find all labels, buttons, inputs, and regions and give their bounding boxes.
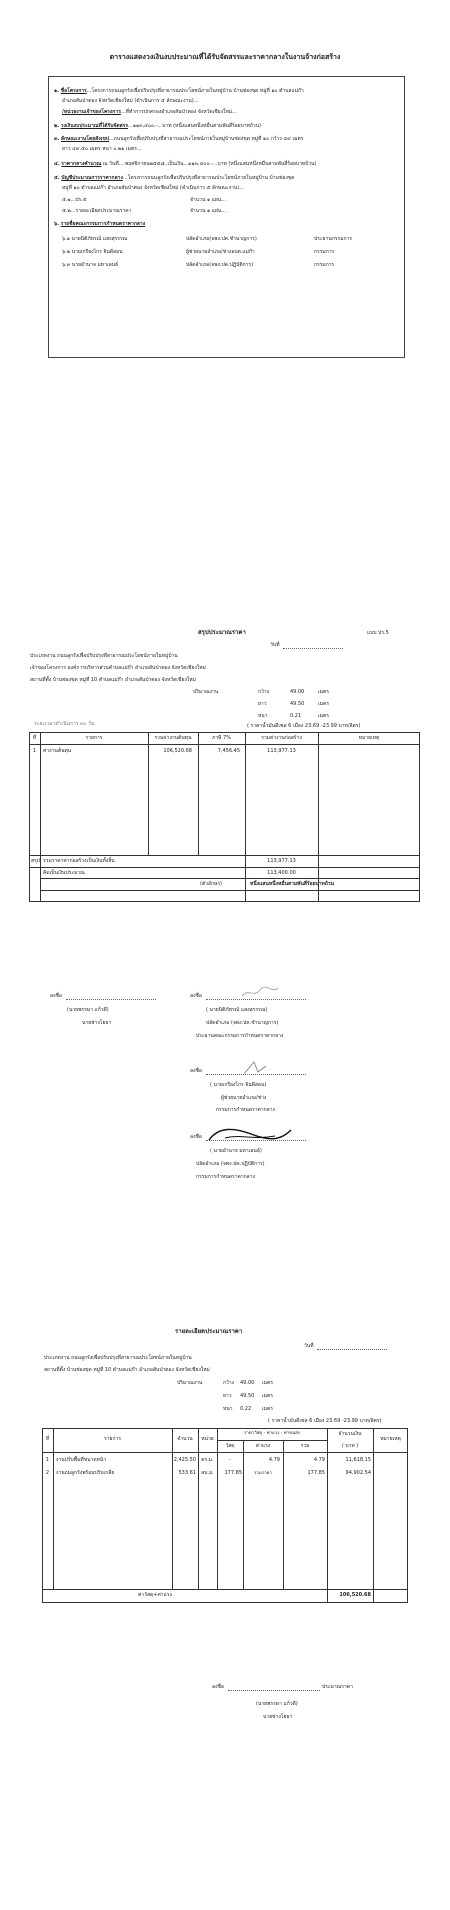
p2-sig-4-signature-icon: [205, 1124, 295, 1146]
p2-dim-3-unit: เมตร: [318, 713, 329, 719]
page3-date-field: [317, 1349, 387, 1350]
p2-sig-1-pos: นายช่างโยธา: [82, 1020, 112, 1026]
p3-col-8: [373, 1428, 374, 1603]
p3-sig-sign: ลงชื่อ: [212, 1684, 224, 1690]
p3-r2-item: งานถมลูกรังพร้อมปรับเกลี่ย: [56, 1470, 115, 1476]
p2-table-rule-2: [29, 867, 420, 868]
p2-dim-3-key: หนา: [258, 713, 268, 719]
p3-h-amount-unit: ( บาท ): [341, 1443, 359, 1449]
p2-sig-4-pos1: ปลัดอำเภอ (จพง.ปค.ปฏิบัติการ): [196, 1161, 265, 1167]
p3-r1-no: 1: [45, 1457, 50, 1463]
p2-sig-1-name: (นายพรรษา แก้วดี): [67, 1007, 109, 1013]
p2-r1-tax: 7,456.45: [217, 748, 240, 754]
p2-h-no: ที่: [32, 735, 37, 741]
p2-sig-3-sign: ลงชื่อ: [190, 1068, 202, 1074]
p3-dim-3-key: หนา: [223, 1406, 233, 1412]
p2-col-5: [318, 732, 319, 902]
p2-table-rule-4: [40, 890, 420, 891]
page1-content-box: [48, 76, 405, 358]
p3-dim-2-unit: เมตร: [262, 1393, 273, 1399]
p2-sig-3-pos1: ผู้ช่วยนายอำเภอ/ช่าง: [221, 1095, 267, 1101]
page3-date-label: วันที่: [304, 1343, 314, 1349]
committee-3-name: ๖.๓ นายอำนาจ มหาเลนธ์: [62, 262, 119, 268]
p2-r1-cost: 106,520.68: [163, 748, 192, 754]
p2-dim-2-value: 49.50: [290, 701, 305, 707]
p2-col-4: [245, 732, 246, 902]
p1-item-6: ๖. รายชื่อคณะกรรมการกำหนดราคากลาง: [54, 221, 146, 227]
p2-sum-1-label: รวมราคาค่าก่อสร้างเป็นเงินทั้งสิ้น: [43, 858, 115, 864]
p2-r1-no: 1: [32, 748, 37, 754]
p1-item-1b: อำเภอสันป่าตอง จังหวัดเชียงใหม่ (ดำเนินการ ๕ ลักษณะงาน)...: [62, 98, 199, 104]
committee-2-name: ๖.๒ นายเกรียงไกร จินดีสอน: [62, 249, 123, 255]
p3-sig-name: (นายพรรษา แก้วดี): [256, 1701, 298, 1707]
p3-r1-qty: 2,425.50: [173, 1457, 196, 1463]
p2-sig-3-pos2: กรรมการกำหนดราคากลาง: [216, 1107, 275, 1113]
p2-price-note: ( ราคาน้ำมันดีเซล 6 เมือง 23.69 -23.99 บาท/ลิตร): [247, 723, 361, 729]
p3-r2-labor: รวมราคา: [254, 1471, 272, 1476]
p3-r2-no: 2: [45, 1470, 50, 1476]
p2-dim-1-key: กว้าง: [258, 689, 270, 695]
p3-h-amount: จำนวนเงิน: [338, 1431, 362, 1437]
p1-item-5-1: ๕.๑...ปร.๕: [62, 197, 87, 203]
p2-sig-2-signature-icon: [240, 984, 280, 1000]
p2-sum-2-label: คิดเป็นเงินประมาณ: [43, 870, 85, 876]
p2-h-item: รายการ: [85, 735, 103, 741]
p3-dim-2-value: 49.50: [240, 1393, 255, 1399]
p2-sum-2-value: 113,400.00: [267, 870, 296, 876]
p1-item-5b: หมู่ที่ ๑๐ ตำบลแม่ก๊า อำเภอสันป่าตอง จังหวัดเชียงใหม่ (ดำเนินการ ๕ ลักษณะงาน)...: [62, 185, 245, 191]
p3-table: [42, 1428, 408, 1603]
p3-col-3: [198, 1428, 199, 1589]
p3-info-2: สถานที่ตั้ง บ้านช่องขุด หมู่ที่ 10 ตำบลแม่ก๊า อำเภอสันป่าตอง จังหวัดเชียงใหม่: [44, 1367, 210, 1373]
p1-item-2: ๒. วงเงินงบประมาณที่ได้รับจัดสรร...๑๑๓,๔๐๐.-...บาท (หนึ่งแสนหนึ่งหมื่นสามพันสี่ร้อยบาทถ้วน): [54, 123, 262, 129]
p2-r1-item: ค่างานต้นทุน: [43, 748, 72, 754]
p3-table-total-rule: [42, 1589, 408, 1590]
p2-dim-label: ปริมาณงาน: [193, 689, 219, 695]
p3-table-group-rule: [217, 1440, 327, 1441]
page2-title: สรุปประมาณราคา: [198, 629, 246, 636]
p2-dim-1-value: 49.00: [290, 689, 305, 695]
p2-h-cost: รวมค่างานต้นทุน: [154, 735, 192, 741]
p2-sig-1-line: [66, 999, 156, 1000]
p2-sig-3-signature-icon: [240, 1060, 270, 1076]
p2-sum-3-value: หนึ่งแสนหนึ่งหมื่นสามพันสี่ร้อยบาทถ้วน: [250, 881, 335, 887]
p1-item-1: ๑. ชื่อโครงการ...โครงการถนนลูกรังเพื่อปรับปรุงที่สาธารณประโยชน์ภายในหมู่บ้าน บ้านช่องขุด หมู่ที่ ๑๐ ตำบลแม่ก๊า: [54, 88, 304, 94]
p3-dim-1-value: 49.00: [240, 1380, 255, 1386]
p3-price-note: ( ราคาน้ำมันดีเซล 6 เมือง 23.69 -23.99 บาท/ลิตร): [268, 1418, 382, 1424]
p2-sig-3-name: ( นายเกรียงไกร จินดีสอน): [210, 1082, 267, 1088]
committee-2-role: กรรมการ: [314, 249, 335, 255]
p3-total-value: 106,520.68: [339, 1592, 371, 1598]
page1-title: ตารางแสดงวงเงินงบประมาณที่ได้รับจัดสรรและราคากลางในงานจ้างก่อสร้าง: [109, 53, 341, 61]
p3-col-1: [53, 1428, 54, 1589]
p2-table-header-rule: [29, 744, 420, 745]
p3-info-1: ประเภทงาน ถนนลูกรังเพื่อปรับปรุงที่สาธารณประโยชน์ภายในหมู่บ้าน: [44, 1355, 192, 1361]
committee-2-position: ผู้ช่วยนายอำเภอ/ช่างอบต.แม่ก๊า: [186, 249, 255, 255]
p2-sig-2-pos2: ประธานคณะกรรมการกำหนดราคากลาง: [196, 1033, 284, 1039]
page2-form-code: แบบ ปร.5: [367, 630, 389, 636]
p3-r1-labor: 4.79: [268, 1457, 280, 1463]
p2-summary-label: สรุป: [31, 858, 40, 864]
committee-1-name: ๖.๑ นายนิติภัทรณ์ แสงสุรรรณ: [62, 236, 128, 242]
p2-table-rule-1: [29, 855, 420, 856]
p2-h-tax: ภาษี 7%: [212, 735, 231, 741]
p3-h-note: หมายเหตุ: [380, 1436, 401, 1442]
p2-dim-1-unit: เมตร: [318, 689, 329, 695]
p1-item-3: ๓. ลักษณะงานโดยสังเขป...ถนนลูกรังเพื่อปรับปรุงที่สาธารณประโยชน์ภายในหมู่บ้านช่องขุด หมู่ที่ ๑๐ กว้าง ๔๙ เมตร: [54, 136, 304, 142]
p3-r1-sum: 4.79: [313, 1457, 325, 1463]
p3-r2-qty: 533.61: [178, 1470, 196, 1476]
p3-sig-role: ประมาณราคา: [322, 1684, 353, 1690]
p3-h-no: ที่: [45, 1436, 50, 1442]
p3-h-sub-labor: ค่าแรง: [255, 1443, 271, 1449]
p3-r1-amount: 11,618.15: [345, 1457, 371, 1463]
p2-r1-total: 113,977.13: [267, 748, 296, 754]
p3-r2-sum: 177.85: [307, 1470, 325, 1476]
page3-title: รายละเอียดประมาณราคา: [175, 1328, 243, 1335]
p3-dim-label: ปริมาณงาน: [177, 1380, 203, 1386]
p1-item-5-2-count: จำนวน ๑ แผ่น...: [190, 208, 227, 214]
p3-r2-mat: 177.85: [224, 1470, 242, 1476]
p1-item-1c: /หน่วยงานเจ้าของโครงการ...ที่ทำการปกครองอำเภอสันป่าตอง จังหวัดเชียงใหม่...: [62, 109, 237, 115]
p2-sum-1-value: 113,977.13: [267, 858, 296, 864]
p3-col-4: [217, 1428, 218, 1589]
p3-dim-1-unit: เมตร: [262, 1380, 273, 1386]
committee-1-position: ปลัดอำเภอ(จพง.ปค.ชำนาญการ): [186, 236, 257, 242]
p2-info-1: ประเภทงาน ถนนลูกรังเพื่อปรับปรุงที่สาธารณประโยชน์ภายในหมู่บ้าน: [30, 653, 178, 659]
p2-sum-3-label: (ตัวอักษร): [200, 881, 222, 887]
p3-h-sub-sum: รวม: [300, 1443, 310, 1449]
p3-col-7: [327, 1428, 328, 1603]
p2-table: [29, 732, 420, 902]
p3-h-item: รายการ: [104, 1436, 121, 1442]
p3-h-qty: จำนวน: [177, 1436, 193, 1442]
p2-sig-2-name: ( นายนิติภัทรณ์ แสงสุรรรณ): [206, 1007, 268, 1013]
p3-dim-2-key: ยาว: [223, 1393, 232, 1399]
p1-item-5-1-count: จำนวน ๑ แผ่น...: [190, 197, 227, 203]
p2-table-rule-3: [40, 878, 420, 879]
p1-item-4: ๔. ราคากลางคำนวณ ณ วันที่....พฤศจิกายน๒๕๕๘..เป็นเงิน...๑๑๓,๔๐๐.-...บาท (หนึ่งแสนหนึ่งหมื่นสามพันสี่ร้อยบาทถ้วน): [54, 161, 317, 167]
p1-item-3b: ยาว ๔๙.๕๐ เมตร หนา ๐.๒๑ เมตร...: [62, 146, 142, 152]
committee-1-role: ประธานกรรมการ: [314, 236, 353, 242]
p3-table-header-rule: [42, 1452, 408, 1453]
p2-col-1: [40, 732, 41, 902]
committee-3-role: กรรมการ: [314, 262, 335, 268]
p2-sig-2-sign: ลงชื่อ: [190, 993, 202, 999]
p3-h-group: ราคาวัสดุ - ค่าแรง - ค่าขนส่ง: [244, 1431, 300, 1436]
p3-h-unit: หน่วย: [201, 1436, 214, 1442]
p2-info-2: เจ้าของโครงการ องค์การบริหารส่วนตำบลแม่ก๊า อำเภอสันป่าตอง จังหวัดเชียงใหม่: [30, 665, 206, 671]
p2-info-3: สถานที่ตั้ง บ้านช่องขุด หมู่ที่ 10 ตำบลแม่ก๊า อำเภอสันป่าตอง จังหวัดเชียงใหม่: [30, 677, 196, 683]
p2-left-note: ระยะเวลาดำเนินการ ๓๐ วัน: [34, 721, 95, 727]
committee-3-position: ปลัดอำเภอ(จพง.ปค.ปฏิบัติการ): [186, 262, 254, 268]
p3-r1-item: งานปรับพื้นที่ขนาดหน้า: [56, 1457, 107, 1463]
p3-total-label: ค่าวัสดุ+ค่าแรง: [138, 1592, 172, 1598]
page2-date-label: วันที่: [270, 642, 280, 648]
p2-dim-2-unit: เมตร: [318, 701, 329, 707]
p3-r1-unit: ตร.ม.: [201, 1457, 214, 1463]
page2-date-field: [283, 648, 343, 649]
p2-sig-4-pos2: กรรมการกำหนดราคากลาง: [196, 1174, 255, 1180]
p2-h-note: หมายเหตุ: [358, 735, 380, 741]
p2-dim-2-key: ยาว: [258, 701, 267, 707]
p2-sig-2-pos1: ปลัดอำเภอ (จพง.ปค.ชำนาญการ): [206, 1020, 279, 1026]
p3-r2-amount: 94,902.54: [345, 1470, 371, 1476]
p3-r2-unit: ลบ.ม.: [201, 1470, 214, 1476]
p2-dim-3-value: 0.21: [290, 713, 302, 719]
p3-h-sub-mat: วัสดุ: [225, 1443, 235, 1449]
p2-h-total: รวมค่างานก่อสร้าง: [261, 735, 302, 741]
p2-sig-4-sign: ลงชื่อ: [190, 1134, 202, 1140]
p3-sig-line: [228, 1690, 320, 1691]
p1-item-5: ๕. บัญชีประมาณการราคากลาง...โครงการถนนลูกรังเพื่อปรับปรุงที่สาธารณประโยชน์ภายในหมู่บ้าน บ้านช่องขุด: [54, 175, 295, 181]
p3-sig-pos: นายช่างโยธา: [263, 1714, 293, 1720]
p3-dim-1-key: กว้าง: [223, 1380, 235, 1386]
p3-dim-3-unit: เมตร: [262, 1406, 273, 1412]
p3-col-2: [172, 1428, 173, 1589]
p3-r1-mat: -: [229, 1457, 231, 1463]
p3-dim-3-value: 0.22: [240, 1406, 252, 1412]
p2-sig-4-name: ( นายอำนาจ มหาเลนธ์): [210, 1148, 262, 1154]
p1-item-5-2: ๕.๒...รายละเอียดประมาณราคา: [62, 208, 132, 214]
p2-sig-1-sign: ลงชื่อ: [50, 993, 62, 999]
